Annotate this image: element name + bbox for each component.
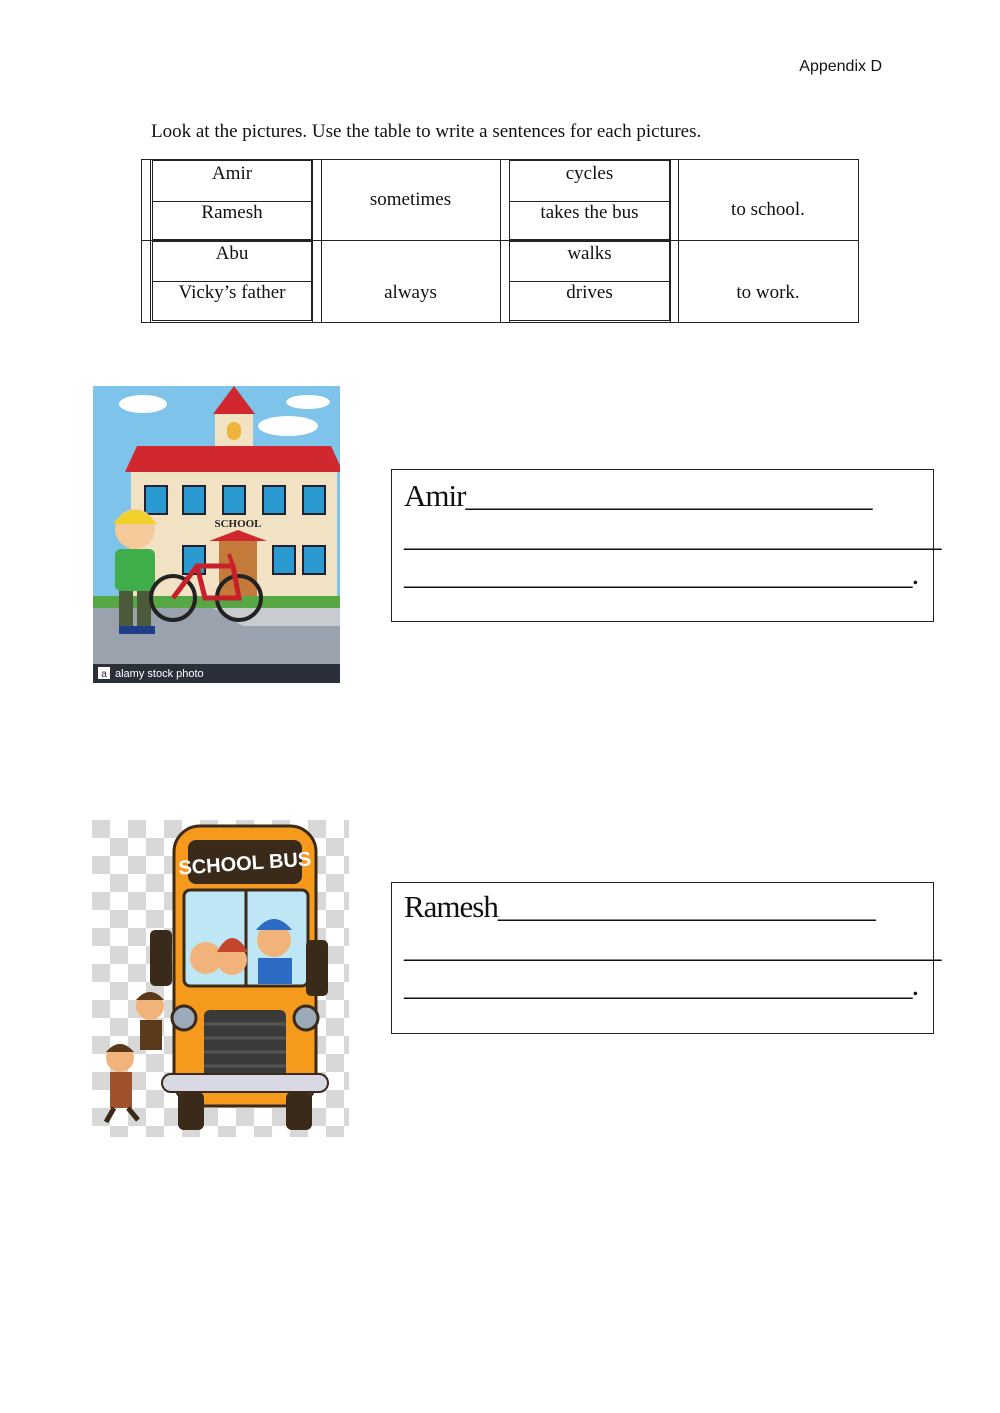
verb-cell: walks bbox=[567, 243, 612, 264]
frequency-cell: always bbox=[384, 282, 437, 303]
sentence-table bbox=[141, 159, 859, 323]
destination-cell: to school. bbox=[731, 199, 805, 220]
verb-cell: takes the bus bbox=[540, 202, 639, 223]
subject-cell: Vicky’s father bbox=[178, 282, 286, 303]
answer-line-1[interactable]: Amir____________________________ bbox=[404, 478, 872, 513]
answer-box-ramesh[interactable] bbox=[391, 882, 941, 1034]
subject-cell: Ramesh bbox=[201, 202, 263, 223]
subject-cell: Abu bbox=[215, 243, 249, 264]
school-bus-picture bbox=[92, 820, 349, 1137]
answer-line-3[interactable]: ___________________________________. bbox=[404, 556, 919, 591]
watermark-text: alamy stock photo bbox=[115, 668, 204, 680]
verb-cell: drives bbox=[566, 282, 613, 303]
subject-cell: Amir bbox=[211, 163, 253, 184]
school-sign: SCHOOL bbox=[214, 518, 262, 530]
answer-line-3[interactable]: ___________________________________. bbox=[404, 967, 919, 1002]
frequency-cell: sometimes bbox=[369, 189, 452, 210]
bus-sign: SCHOOL BUS bbox=[177, 848, 312, 880]
answer-line-1[interactable]: Ramesh__________________________ bbox=[404, 889, 875, 924]
destination-cell: to work. bbox=[736, 282, 800, 303]
appendix-label: Appendix D bbox=[799, 58, 882, 75]
verb-cell: cycles bbox=[565, 163, 614, 184]
answer-line-2[interactable]: _____________________________________ bbox=[404, 518, 941, 553]
school-bicycle-picture bbox=[93, 386, 340, 683]
answer-line-2[interactable]: _____________________________________ bbox=[404, 929, 941, 964]
answer-box-amir[interactable] bbox=[391, 469, 941, 622]
alamy-logo: a bbox=[101, 669, 107, 680]
instruction-text: Look at the pictures. Use the table to write a sentences for each pictures. bbox=[151, 121, 702, 142]
